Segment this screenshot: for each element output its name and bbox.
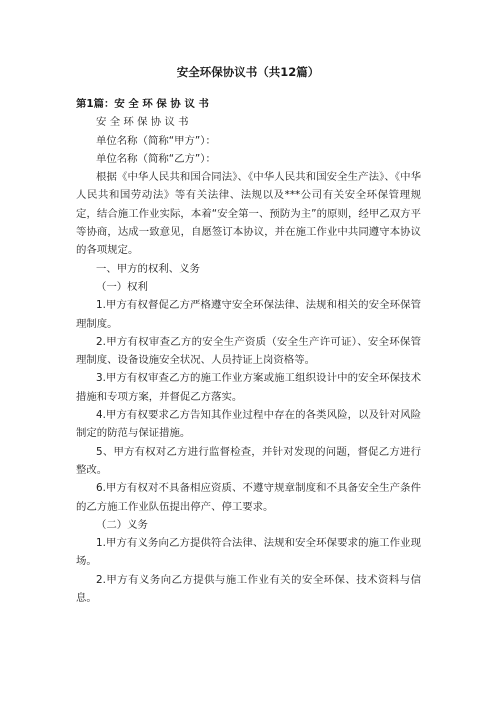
chapter-title: 第1篇：安 全 环 保 协 议 书 [76,98,209,110]
clause-paragraph: 2.甲方有权审查乙方的安全生产资质（安全生产许可证）、安全环保管理制度、设备设施安全状况、人员持证上岗资格等。 [76,335,421,367]
clause-paragraph: 3.甲方有权审查乙方的施工作业方案或施工组织设计中的安全环保技术措施和专项方案，并督促乙方落实。 [76,372,421,403]
clause-paragraph: 4.甲方有权要求乙方告知其作业过程中存在的各类风险，以及针对风险制定的防范与保证措施。 [76,409,421,440]
document-body [76,95,421,607]
party-a-line: 单位名称（简称“甲方”）： [96,134,216,147]
agreement-heading: 安 全 环 保 协 议 书 [96,116,189,129]
section-heading: 一、甲方的权利、义务 [96,262,200,275]
subsection-heading: （二）义务 [96,518,148,531]
clause-paragraph: 6.甲方有权对不具备相应资质、不遵守规章制度和不具备安全生产条件的乙方施工作业队伍提出停产、停工要求。 [76,482,421,513]
party-b-line: 单位名称（简称“乙方”）： [96,152,216,165]
clause-paragraph: 5、甲方有权对乙方进行监督检查，并针对发现的问题，督促乙方进行整改。 [76,445,421,476]
clause-paragraph: 1.甲方有义务向乙方提供符合法律、法规和安全环保要求的施工作业现场。 [76,537,421,568]
clause-paragraph: 2.甲方有义务向乙方提供与施工作业有关的安全环保、技术资料与信息。 [76,573,421,605]
subsection-heading: （一）权利 [96,280,148,293]
preamble-paragraph: 根据《中华人民共和国合同法》、《中华人民共和国安全生产法》、《中华人民共和国劳动法》等有关法律、法规以及***公司有关安全环保管理规定，结合施工作业实际，本着“安全第一、预防为主”的原则，经甲乙双方平等协商，达成一致意见，自愿签订本协议，并在施工作业中共同遵守本协议的各项规定。 [76,171,421,257]
document-title: 安全环保协议书（共12篇） [176,65,320,79]
clause-paragraph: 1.甲方有权督促乙方严格遵守安全环保法律、法规和相关的安全环保管理制度。 [76,299,421,330]
